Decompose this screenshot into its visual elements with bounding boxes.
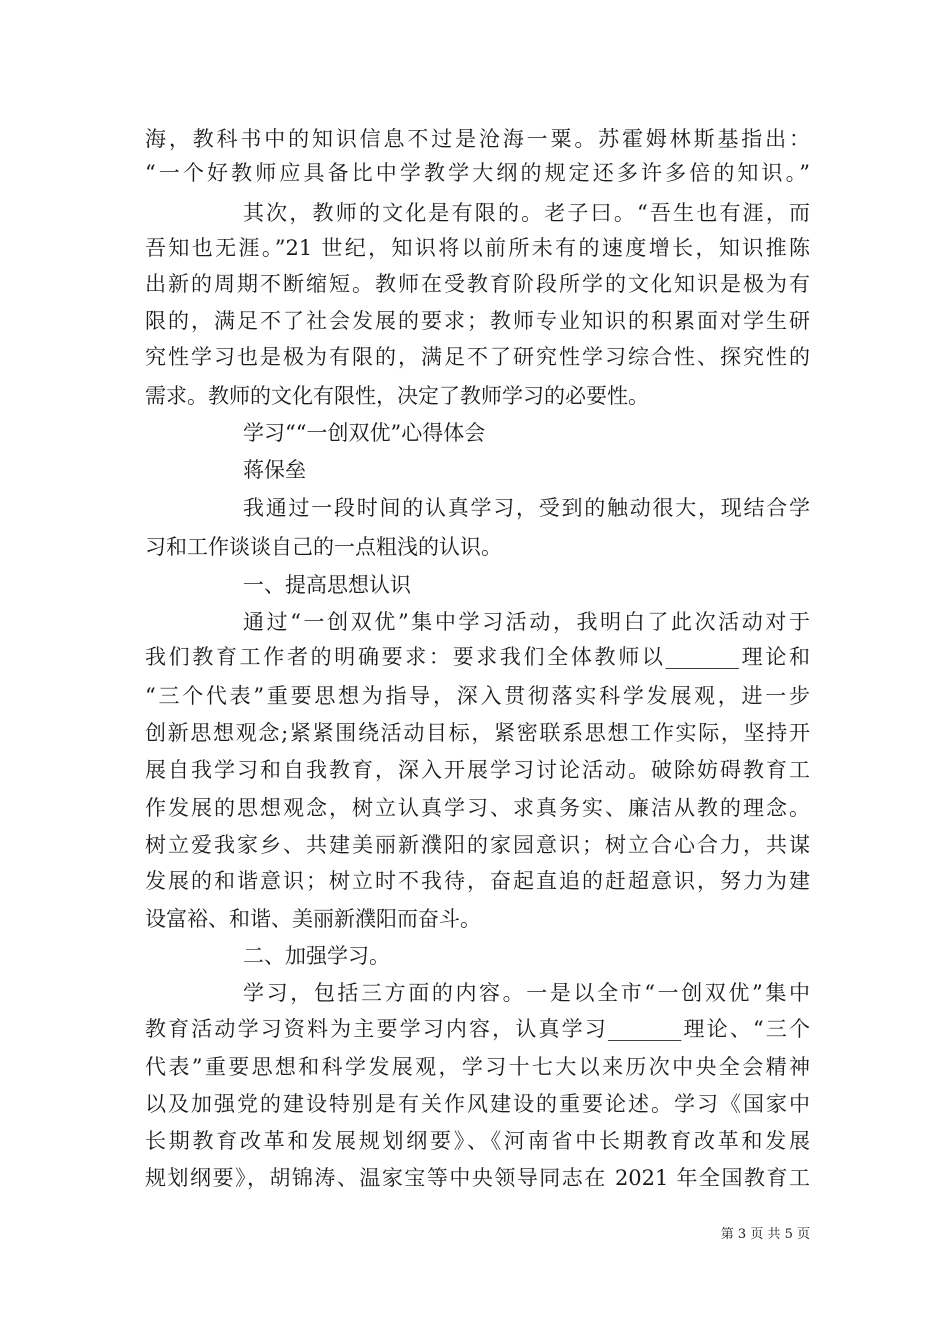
text-line: 长期教育改革和发展规划纲要》、《河南省中长期教育改革和发展 bbox=[145, 1129, 810, 1153]
text-line: 创新思想观念;紧紧围绕活动目标，紧密联系思想工作实际，坚持开 bbox=[145, 721, 810, 745]
text-line: 究性学习也是极为有限的，满足不了研究性学习综合性、探究性的 bbox=[145, 345, 810, 369]
section-title: 学习““一创双优”心得体会 bbox=[243, 421, 486, 445]
text-line: 发展的和谐意识；树立时不我待，奋起直追的赶超意识，努力为建 bbox=[145, 869, 810, 893]
section-heading: 二、加强学习。 bbox=[243, 944, 390, 968]
text-line: 需求。教师的文化有限性，决定了教师学习的必要性。 bbox=[145, 384, 649, 408]
text-line: “三个代表”重要思想为指导，深入贯彻落实科学发展观，进一步 bbox=[145, 684, 810, 708]
text-line: 规划纲要》，胡锦涛、温家宝等中央领导同志在 2021 年全国教育工 bbox=[145, 1166, 810, 1190]
text-line: 通过“一创双优”集中学习活动，我明白了此次活动对于 bbox=[243, 610, 810, 634]
text-line: 我们教育工作者的明确要求：要求我们全体教师以_______理论和 bbox=[145, 645, 810, 669]
text-line: 限的，满足不了社会发展的要求；教师专业知识的积累面对学生研 bbox=[145, 309, 810, 333]
text-line: 展自我学习和自我教育，深入开展学习讨论活动。破除妨碍教育工 bbox=[145, 758, 810, 782]
text-line: 代表”重要思想和科学发展观，学习十七大以来历次中央全会精神 bbox=[145, 1055, 810, 1079]
text-line: 以及加强党的建设特别是有关作风建设的重要论述。学习《国家中 bbox=[145, 1092, 810, 1116]
text-line: 教育活动学习资料为主要学习内容，认真学习_______理论、“三个 bbox=[145, 1017, 810, 1041]
text-line: 树立爱我家乡、共建美丽新濮阳的家园意识；树立合心合力，共谋 bbox=[145, 833, 810, 857]
text-line: 设富裕、和谐、美丽新濮阳而奋斗。 bbox=[145, 907, 481, 931]
text-line: “一个好教师应具备比中学教学大纲的规定还多许多倍的知识。” bbox=[145, 161, 810, 185]
author-name: 蒋保垒 bbox=[243, 458, 306, 482]
text-line: 出新的周期不断缩短。教师在受教育阶段所学的文化知识是极为有 bbox=[145, 272, 810, 296]
section-heading: 一、提高思想认识 bbox=[243, 573, 411, 597]
text-line: 其次，教师的文化是有限的。老子曰。“吾生也有涯，而 bbox=[243, 201, 810, 225]
text-line: 习和工作谈谈自己的一点粗浅的认识。 bbox=[145, 535, 502, 559]
text-line: 我通过一段时间的认真学习，受到的触动很大，现结合学 bbox=[243, 496, 810, 520]
text-line: 作发展的思想观念，树立认真学习、求真务实、廉洁从教的理念。 bbox=[145, 796, 810, 820]
text-line: 海，教科书中的知识信息不过是沧海一粟。苏霍姆林斯基指出： bbox=[145, 127, 810, 151]
text-line: 吾知也无涯。”21 世纪，知识将以前所未有的速度增长，知识推陈 bbox=[145, 236, 810, 260]
text-line: 学习，包括三方面的内容。一是以全市“一创双优”集中 bbox=[243, 981, 810, 1005]
page-number: 第 3 页 共 5 页 bbox=[720, 1227, 810, 1242]
